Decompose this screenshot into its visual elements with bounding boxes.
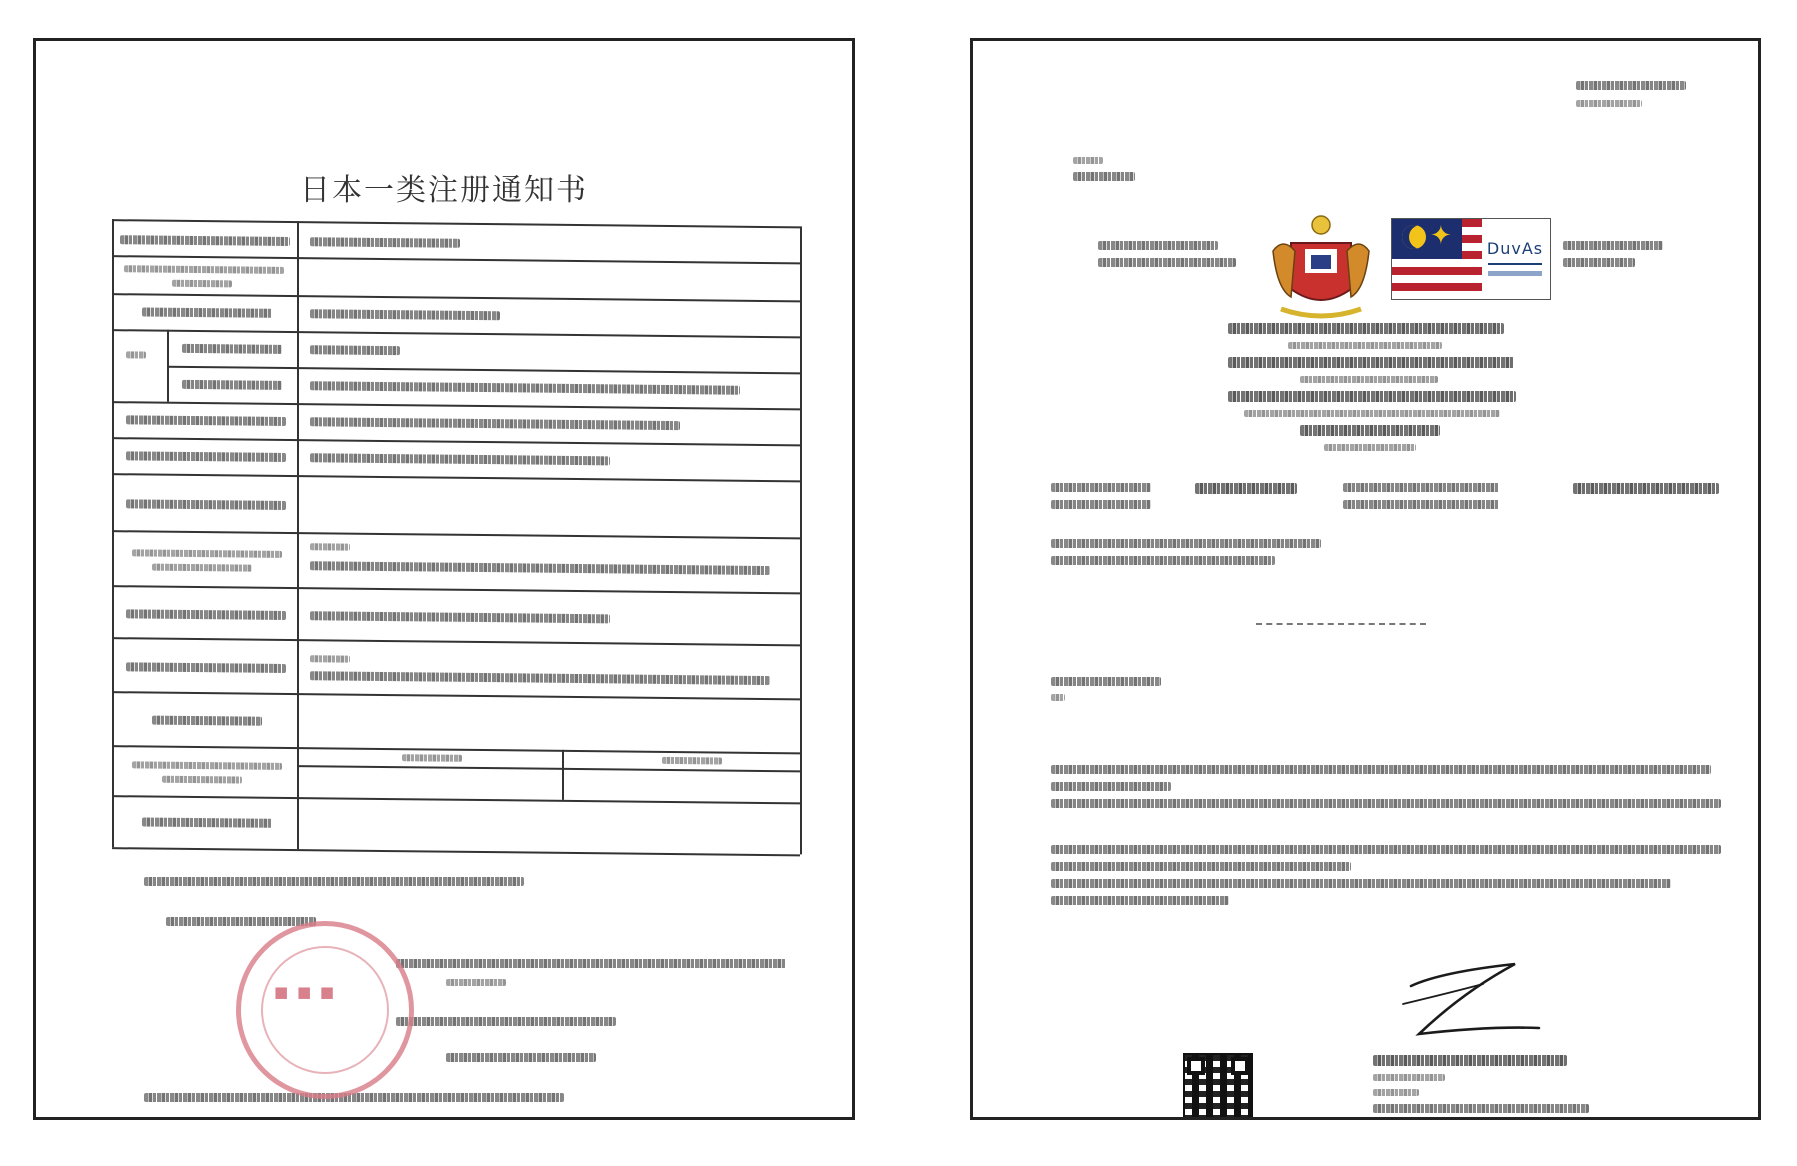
handwritten-signature: [1373, 956, 1543, 1046]
table-rule: [297, 765, 800, 772]
field-value: [310, 561, 770, 575]
dupas-wordmark: DuvAs: [1486, 239, 1544, 258]
paragraph-line: [1051, 782, 1171, 791]
paragraph-line: [1051, 879, 1671, 888]
label-line: [1051, 500, 1151, 509]
heading-line: [1324, 444, 1416, 451]
field-label: [126, 451, 286, 462]
validity-paragraph: [1051, 845, 1741, 913]
paragraph-line: [1051, 765, 1711, 774]
table-rule: [112, 530, 800, 539]
serial-line: [1576, 81, 1686, 90]
field-label: [126, 415, 286, 426]
table-rule: [112, 255, 800, 264]
dupas-subline: [1488, 271, 1542, 276]
table-rule: [167, 366, 800, 374]
table-rule: [112, 637, 800, 646]
field-value: [310, 611, 610, 623]
certificate-heading: [1228, 323, 1518, 459]
table-rule: [112, 293, 800, 302]
heading-line: [1228, 357, 1514, 368]
value-line: [1195, 483, 1297, 494]
table-rule: [112, 473, 800, 482]
ministry-heading: [1098, 241, 1238, 275]
field-value: [310, 309, 500, 320]
dupas-logo: [1391, 218, 1551, 300]
paragraph-line: [1051, 862, 1351, 871]
agency-heading: [1563, 241, 1673, 275]
japan-registration-notice: [33, 38, 855, 1120]
application-label: [1051, 483, 1151, 517]
serial-line: [1576, 100, 1642, 107]
field-value: [310, 345, 400, 355]
field-label: [182, 380, 282, 390]
field-label: [172, 280, 232, 288]
table-rule: [112, 401, 800, 410]
signatory-line: [1373, 1104, 1589, 1113]
signatory-line: [1373, 1089, 1419, 1096]
field-label: [132, 549, 282, 558]
table-rule: [562, 750, 564, 800]
field-value: [310, 237, 460, 248]
footer-line: [166, 917, 316, 926]
field-label: [126, 662, 286, 673]
ministry-heading-line: [1098, 241, 1218, 250]
validity-label: [1343, 483, 1503, 517]
copy-marker: [1073, 157, 1137, 189]
value-line: [1573, 483, 1719, 494]
field-label: [132, 761, 282, 770]
footer-line: [144, 877, 524, 886]
document-title: 日本一类注册通知书: [300, 173, 588, 208]
field-label: [142, 817, 272, 827]
table-rule: [112, 437, 800, 446]
registration-form-table: [112, 175, 848, 836]
field-value: [310, 671, 770, 685]
coat-of-arms-icon: [1261, 211, 1381, 331]
malaysia-registration-certificate: [970, 38, 1761, 1120]
field-label: [142, 307, 272, 317]
paragraph-line: [1051, 799, 1721, 808]
field-label: [126, 351, 146, 358]
serial-number: [1576, 81, 1696, 107]
registrant-line: [1051, 694, 1065, 701]
agency-heading-line: [1563, 241, 1663, 250]
agency-heading-line: [1563, 258, 1635, 267]
copy-marker-line: [1073, 157, 1103, 164]
statement-line: [1051, 556, 1275, 565]
table-rule: [800, 226, 802, 854]
table-rule: [112, 745, 800, 754]
field-label: [162, 776, 242, 784]
footer-line: [396, 959, 786, 968]
field-label: [120, 235, 290, 246]
statement-line: [1051, 539, 1321, 548]
table-rule: [112, 585, 800, 594]
official-seal-icon: [236, 921, 414, 1099]
table-rule: [297, 221, 299, 849]
copy-marker-line: [1073, 172, 1135, 181]
table-rule: [112, 847, 800, 856]
conditions-paragraph: [1051, 765, 1731, 816]
field-label: [124, 265, 284, 274]
field-value: [310, 381, 740, 395]
table-rule: [167, 330, 169, 402]
table-rule: [112, 691, 800, 700]
footer-line: [396, 1017, 616, 1026]
field-label: [126, 499, 286, 510]
qr-code-icon: [1183, 1053, 1253, 1120]
footer-line: [446, 979, 506, 986]
table-rule: [112, 219, 114, 847]
label-line: [1343, 500, 1499, 509]
heading-line: [1300, 376, 1438, 383]
validity-value: [1573, 483, 1723, 502]
star-icon: ✦: [1430, 221, 1452, 251]
field-value: [310, 655, 350, 662]
blank-signature-line: [1256, 623, 1426, 625]
heading-line: [1244, 410, 1500, 417]
field-label: [152, 564, 252, 572]
heading-line: [1288, 342, 1442, 349]
field-value: [310, 417, 680, 430]
field-label: [152, 716, 262, 726]
product-statement: [1051, 539, 1351, 573]
dupas-underline: [1488, 263, 1542, 265]
table-rule: [112, 329, 800, 338]
paragraph-line: [1051, 845, 1721, 854]
field-label: [182, 344, 282, 354]
heading-line: [1228, 323, 1504, 334]
field-value: [310, 453, 610, 465]
ministry-heading-line: [1098, 258, 1236, 267]
heading-line: [1300, 425, 1440, 436]
registrant-block: [1051, 677, 1171, 709]
paragraph-line: [1051, 896, 1229, 905]
field-value: [662, 757, 722, 765]
registrant-line: [1051, 677, 1161, 686]
crescent-icon: [1402, 225, 1426, 249]
application-value: [1195, 483, 1305, 502]
signatory-line: [1373, 1055, 1567, 1066]
field-value: [402, 754, 462, 762]
footer-line: [446, 1053, 596, 1062]
heading-line: [1228, 391, 1516, 402]
seal-inscription: ■ ■ ■: [274, 983, 337, 1001]
label-line: [1343, 483, 1499, 492]
label-line: [1051, 483, 1151, 492]
signatory-block: [1373, 1055, 1603, 1120]
footer-line: [144, 1093, 564, 1102]
table-rule: [112, 795, 800, 804]
table-rule: [112, 219, 800, 228]
signatory-line: [1373, 1074, 1445, 1081]
field-value: [310, 543, 350, 550]
field-label: [126, 609, 286, 620]
